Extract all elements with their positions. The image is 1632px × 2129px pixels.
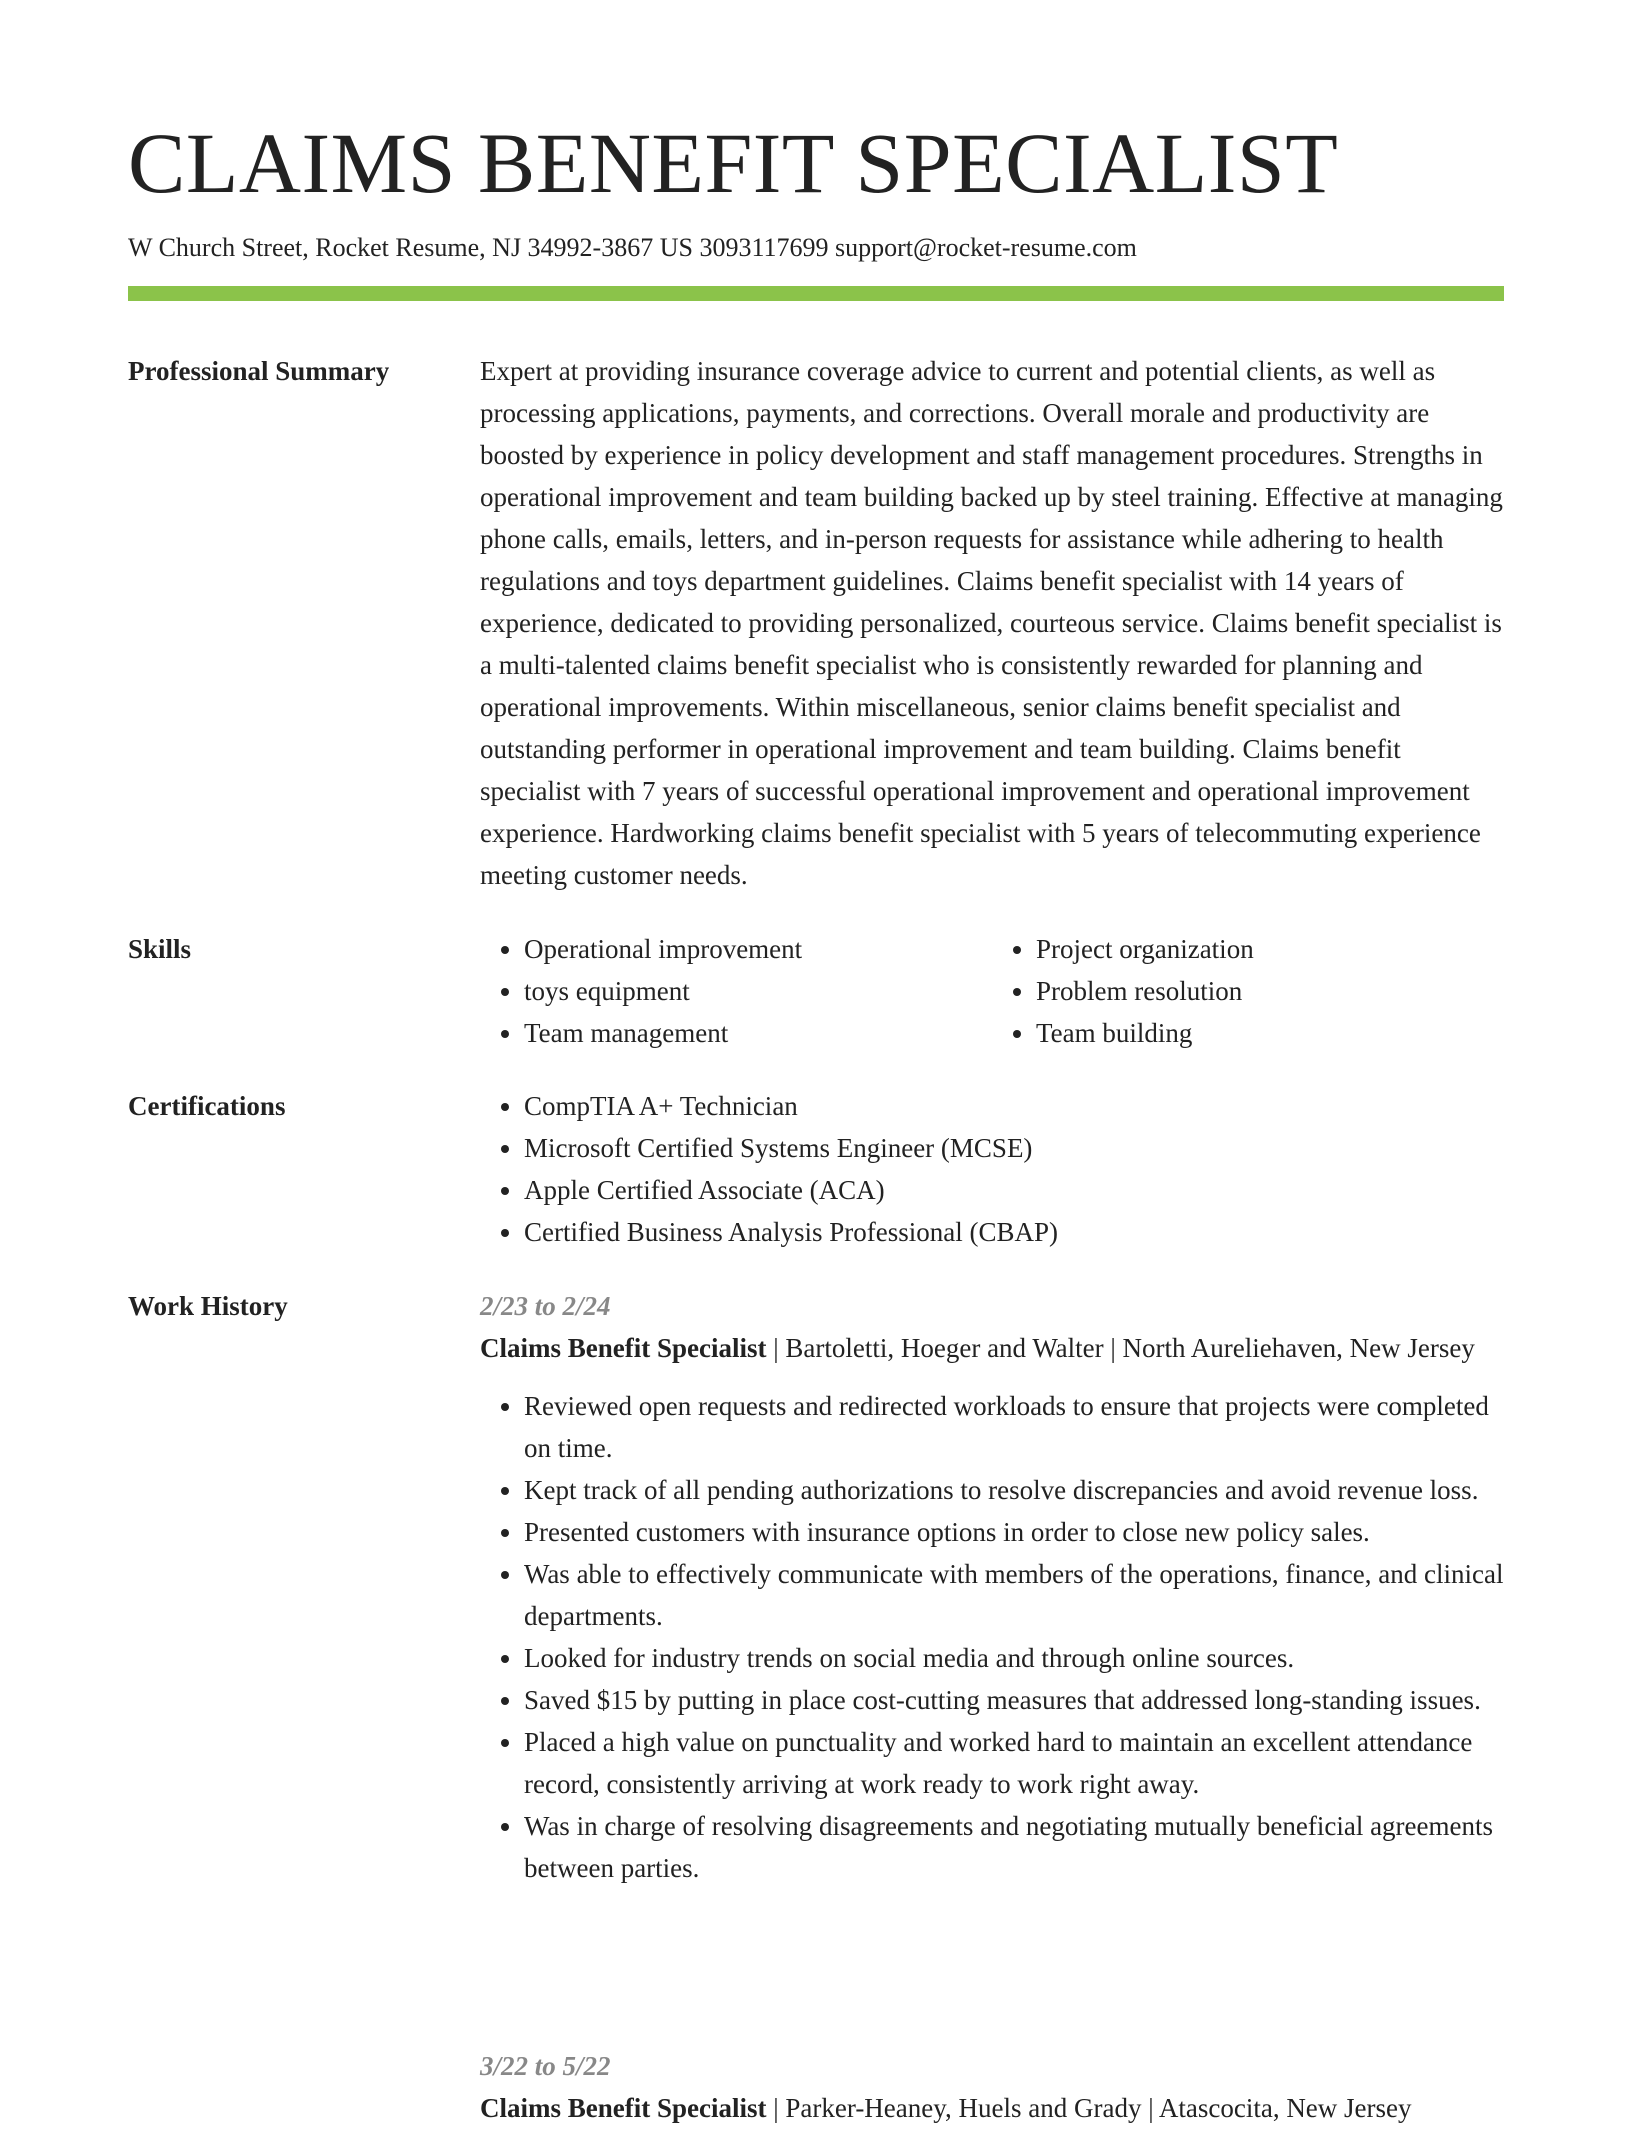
section-heading-summary: Professional Summary: [128, 356, 390, 386]
skill-item: • Team management: [524, 1012, 992, 1054]
job-bullet: • Reviewed open requests and redirected workloads to ensure that projects were completed on time.: [524, 1385, 1504, 1469]
certifications-content: [480, 1085, 1504, 1253]
job-bullet: • Presented customers with insurance options in order to close new policy sales.: [524, 1511, 1504, 1553]
job-details: | Bartoletti, Hoeger and Walter | North Aureliehaven, New Jersey: [766, 1333, 1475, 1363]
job-header: [480, 2087, 1504, 2129]
work-history-content: [480, 1285, 1504, 1889]
work-history-content-continued: [480, 2045, 1504, 2129]
section-heading-skills: Skills: [128, 934, 192, 964]
job-bullets: [480, 1385, 1504, 1889]
accent-divider: [128, 286, 1504, 301]
skills-column-1: [480, 928, 992, 1054]
job-bullet: • Placed a high value on punctuality and worked hard to maintain an excellent attendance record, consistently arriving at work ready to work right away.: [524, 1721, 1504, 1805]
resume-title: CLAIMS BENEFIT SPECIALIST: [128, 115, 1339, 211]
section-heading-work-history: Work History: [128, 1291, 288, 1321]
job-title: Claims Benefit Specialist: [480, 1333, 767, 1363]
skill-item: • Team building: [1036, 1012, 1504, 1054]
skill-item: • Project organization: [1036, 928, 1504, 970]
certification-item: • Certified Business Analysis Professional (CBAP): [524, 1211, 1504, 1253]
skills-column-2: [992, 928, 1504, 1054]
summary-text: Expert at providing insurance coverage advice to current and potential clients, as well as processing applications, payments, and corrections. Overall morale and productivity are boosted by experience in policy development and staff management procedures. Strengths in operational improvement and team building backed up by steel training. Effective at managing phone calls, emails, letters, and in-person requests for assistance while adhering to health regulations and toys department guidelines. Claims benefit specialist with 14 years of experience, dedicated to providing personalized, courteous service. Claims benefit specialist is a multi-talented claims benefit specialist who is consistently rewarded for planning and operational improvements. Within miscellaneous, senior claims benefit specialist and outstanding performer in operational improvement and team building. Claims benefit specialist with 7 years of successful operational improvement and operational improvement experience. Hardworking claims benefit specialist with 5 years of telecommuting experience meeting customer needs.: [480, 356, 1503, 890]
certification-item: • Microsoft Certified Systems Engineer (MCSE): [524, 1127, 1504, 1169]
skills-content: [480, 928, 1504, 1054]
summary-content: [480, 350, 1504, 896]
job-entry: [480, 2045, 1504, 2129]
job-bullet: • Kept track of all pending authorizations to resolve discrepancies and avoid revenue loss.: [524, 1469, 1504, 1511]
job-header: [480, 1327, 1504, 1369]
job-bullet: • Saved $15 by putting in place cost-cutting measures that addressed long-standing issues.: [524, 1679, 1504, 1721]
job-title: Claims Benefit Specialist: [480, 2093, 767, 2123]
certification-item: • Apple Certified Associate (ACA): [524, 1169, 1504, 1211]
certifications-list: [480, 1085, 1504, 1253]
skill-item: • Problem resolution: [1036, 970, 1504, 1012]
job-dates: 3/22 to 5/22: [480, 2051, 611, 2081]
skill-item: • Operational improvement: [524, 928, 992, 970]
job-bullet: • Looked for industry trends on social media and through online sources.: [524, 1637, 1504, 1679]
certification-item: • CompTIA A+ Technician: [524, 1085, 1504, 1127]
job-bullet: • Was able to effectively communicate with members of the operations, finance, and clinical departments.: [524, 1553, 1504, 1637]
job-entry: [480, 1285, 1504, 1889]
contact-line: W Church Street, Rocket Resume, NJ 34992-3867 US 3093117699 support@rocket-resume.com: [128, 233, 1137, 262]
job-dates: 2/23 to 2/24: [480, 1291, 611, 1321]
job-details: | Parker-Heaney, Huels and Grady | Atascocita, New Jersey: [766, 2093, 1412, 2123]
skill-item: • toys equipment: [524, 970, 992, 1012]
job-bullet: • Was in charge of resolving disagreements and negotiating mutually beneficial agreements between parties.: [524, 1805, 1504, 1889]
section-heading-certifications: Certifications: [128, 1091, 286, 1121]
